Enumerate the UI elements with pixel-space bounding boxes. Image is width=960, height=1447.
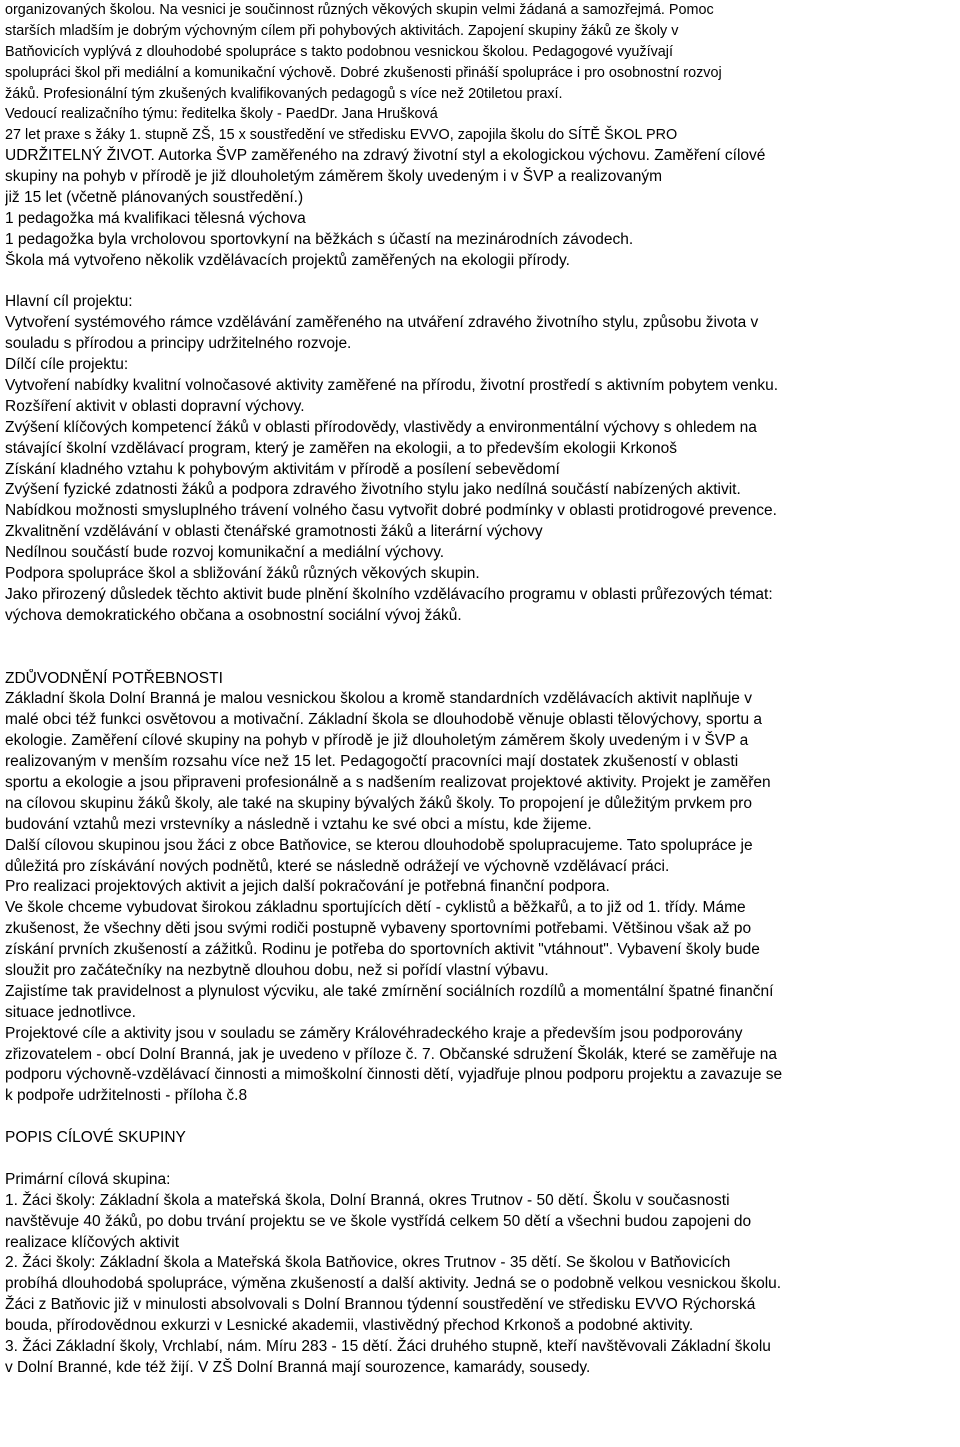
text-line: organizovaných školou. Na vesnici je součinnost různých věkových skupin velmi žádaná a samozřejmá. Pomoc — [5, 2, 714, 18]
text-line: bouda, přírodovědnou exkurzi v Lesnické akademii, vlastivědný přechod Krkonoš a podobné aktivity. — [5, 1317, 694, 1335]
text-line: Pro realizaci projektových aktivit a jejich další pokračování je potřebná finanční podpora. — [5, 878, 610, 896]
text-line: sportu a ekologie a jsou připraveni profesionálně a s nadšením realizovat projektové aktivity. Projekt je zaměřen — [5, 773, 771, 791]
text-line: na cílovou skupinu žáků školy, ale také na skupiny bývalých žáků školy. To propojení je důležitým prvkem pro — [5, 794, 752, 812]
text-line: Zvýšení klíčových kompetencí žáků v oblasti přírodovědy, vlastivědy a environmentální výchovy s ohledem na — [5, 418, 757, 436]
text-line: UDRŽITELNÝ ŽIVOT. Autorka ŠVP zaměřeného na zdravý životní styl a ekologickou výchovu. Zaměření cílové — [5, 147, 766, 165]
text-line: 27 let praxe s žáky 1. stupně ZŠ, 15 x soustředění ve středisku EVVO, zapojila školu do SÍTĚ ŠKOL PRO — [5, 127, 678, 144]
text-line: Vytvoření systémového rámce vzdělávání zaměřeného na utváření zdravého životního stylu, způsobu života v — [5, 314, 759, 332]
text-line: Vedoucí realizačního týmu: ředitelka školy - PaedDr. Jana Hrušková — [5, 106, 438, 123]
text-line: starších mladším je dobrým výchovným cílem při pohybových aktivitách. Zapojení skupiny žáků ze školy v — [5, 22, 679, 39]
text-line: Škola má vytvořeno několik vzdělávacích projektů zaměřených na ekologii přírody. — [5, 251, 570, 269]
text-line: Nedílnou součástí bude rozvoj komunikační a mediální výchovy. — [5, 544, 445, 562]
text-line: zkušenost, že všechny děti jsou svými rodiči postupně vybaveny sportovními potřebami. Většinou však až po — [5, 920, 752, 938]
text-line: Získání kladného vztahu k pohybovým aktivitám v přírodě a posílení sebevědomí — [5, 460, 560, 478]
text-line: Žáci z Batňovic již v minulosti absolvovali s Dolní Brannou týdenní soustředění ve středisku EVVO Rýchorská — [5, 1296, 756, 1314]
text-line: Základní škola Dolní Branná je malou vesnickou školou a kromě standardních vzdělávacích aktivit naplňuje v — [5, 690, 752, 708]
text-line: Jako přirozený důsledek těchto aktivit bude plnění školního vzdělávacího programu v oblasti průřezových témat: — [5, 585, 773, 603]
text-line: 1 pedagožka má kvalifikaci tělesná výchova — [5, 209, 306, 227]
text-line: Vytvoření nabídky kvalitní volnočasové aktivity zaměřené na přírodu, životní prostředí s aktivním pobytem venku. — [5, 377, 779, 395]
text-line: 1 pedagožka byla vrcholovou sportovkyní na běžkách s účastí na mezinárodních závodech. — [5, 230, 634, 248]
text-line: zřizovatelem - obcí Dolní Branná, jak je uvedeno v příloze č. 7. Občanské sdružení Školák, které se zaměřuje na — [5, 1045, 777, 1063]
text-line: Nabídkou možnosti smysluplného trávení volného času vytvořit dobré podmínky v oblasti protidrogové prevence. — [5, 502, 777, 520]
paragraph-spacer — [5, 648, 956, 669]
text-line: Rozšíření aktivit v oblasti dopravní výchovy. — [5, 397, 305, 415]
text-line: Podpora spolupráce škol a sbližování žáků různých věkových skupin. — [5, 565, 480, 583]
text-line: již 15 let (včetně plánovaných soustředění.) — [5, 189, 304, 207]
text-line: POPIS CÍLOVÉ SKUPINY — [5, 1129, 186, 1147]
paragraph-spacer — [5, 627, 956, 648]
text-line: Projektové cíle a aktivity jsou v souladu se záměry Královéhradeckého kraje a především jsou podporovány — [5, 1024, 743, 1042]
paragraph-spacer — [5, 1107, 956, 1128]
text-line: Hlavní cíl projektu: — [5, 293, 133, 311]
text-line: k podpoře udržitelnosti - příloha č.8 — [5, 1087, 248, 1105]
text-line: realizace klíčových aktivit — [5, 1233, 180, 1251]
text-line: probíhá dlouhodobá spolupráce, výměna zkušeností a další aktivity. Jedná se o podobně velkou vesnickou školu. — [5, 1275, 782, 1293]
text-line: Zajistíme tak pravidelnost a plynulost výcviku, ale také zmírnění sociálních rozdílů a momentální špatné finanční — [5, 982, 774, 1000]
text-line: Ve škole chceme vybudovat širokou základnu sportujících dětí - cyklistů a běžkařů, a to již od 1. třídy. Máme — [5, 899, 746, 917]
text-line: navštěvuje 40 žáků, po dobu trvání projektu se ve škole vystřídá celkem 50 dětí a všechni budou zapojeni do — [5, 1212, 752, 1230]
text-line: výchova demokratického občana a osobnostní sociální vývoj žáků. — [5, 606, 462, 624]
text-line: Batňovicích vyplývá z dlouhodobé spolupráce s takto podobnou vesnickou školou. Pedagogové využívají — [5, 43, 673, 60]
text-line: Zkvalitnění vzdělávání v oblasti čtenářské gramotnosti žáků a literární výchovy — [5, 523, 543, 541]
text-line: souladu s přírodou a principy udržitelného rozvoje. — [5, 335, 352, 353]
text-line: žáků. Profesionální tým zkušených kvalifikovaných pedagogů s více než 20tiletou praxí. — [5, 85, 563, 102]
text-line: spolupráci škol při mediální a komunikační výchově. Dobré zkušenosti přináší spolupráce i pro osobnostní rozvoj — [5, 64, 722, 81]
text-line: ZDŮVODNĚNÍ POTŘEBNOSTI — [5, 669, 223, 687]
text-line: v Dolní Branné, kde též žijí. V ZŠ Dolní Branná mají sourozence, kamarády, sousedy. — [5, 1358, 591, 1376]
text-line: 3. Žáci Základní školy, Vrchlabí, nám. Míru 283 - 15 dětí. Žáci druhého stupně, kteří navštěvovali Základní školu — [5, 1338, 771, 1355]
text-line: sloužit pro začátečníky na nezbytně dlouhou dobu, než si pořídí vlastní výbavu. — [5, 961, 549, 979]
text-line: budování vztahů mezi vrstevníky a následně i vztahu ke své obci a místu, kde žijeme. — [5, 815, 592, 833]
text-line: Dílčí cíle projektu: — [5, 356, 129, 374]
text-line: získání prvních zkušeností a zážitků. Rodinu je potřeba do sportovních aktivit "vtáhnout". Vybavení školy bude — [5, 941, 760, 959]
paragraph-spacer — [5, 272, 956, 293]
text-line: podporu výchovně-vzdělávací činnosti a mimoškolní činnosti dětí, vyjadřuje plnou podporu projektu a zavazuje se — [5, 1066, 783, 1084]
text-line: 2. Žáci školy: Základní škola a Mateřská škola Batňovice, okres Trutnov - 35 dětí. Se školou v Batňovicích — [5, 1254, 731, 1272]
text-line: Primární cílová skupina: — [5, 1170, 171, 1188]
text-line: ekologie. Zaměření cílové skupiny na pohyb v přírodě je již dlouholetým záměrem školy uvedeným i v ŠVP a — [5, 732, 749, 750]
text-line: realizovaným v menším rozsahu více než 15 let. Pedagogočtí pracovníci mají dostatek zkušeností v oblasti — [5, 753, 739, 771]
text-line: situace jednotlivce. — [5, 1003, 136, 1021]
text-line: Zvýšení fyzické zdatnosti žáků a podpora zdravého životního stylu jako nedílná součástí nabízených aktivit. — [5, 481, 741, 499]
text-line: stávající školní vzdělávací program, který je zaměřen na ekologii, a to především ekologii Krkonoš — [5, 439, 677, 457]
text-line: Další cílovou skupinou jsou žáci z obce Batňovice, se kterou dlouhodobě spolupracujeme. Tato spolupráce je — [5, 836, 753, 854]
text-line: 1. Žáci školy: Základní škola a mateřská škola, Dolní Branná, okres Trutnov - 50 dětí. Školu v současnosti — [5, 1191, 730, 1209]
paragraph-spacer — [5, 1149, 956, 1170]
text-line: skupiny na pohyb v přírodě je již dlouholetým záměrem školy uvedeným i v ŠVP a realizovaným — [5, 168, 663, 186]
text-line: malé obci též funkci osvětovou a motivační. Základní škola se dlouhodobě věnuje oblasti tělovýchovy, sportu a — [5, 711, 763, 729]
text-line: důležitá pro získávání nových podnětů, které se následně odrážejí ve výchovně vzdělávací práci. — [5, 857, 670, 875]
